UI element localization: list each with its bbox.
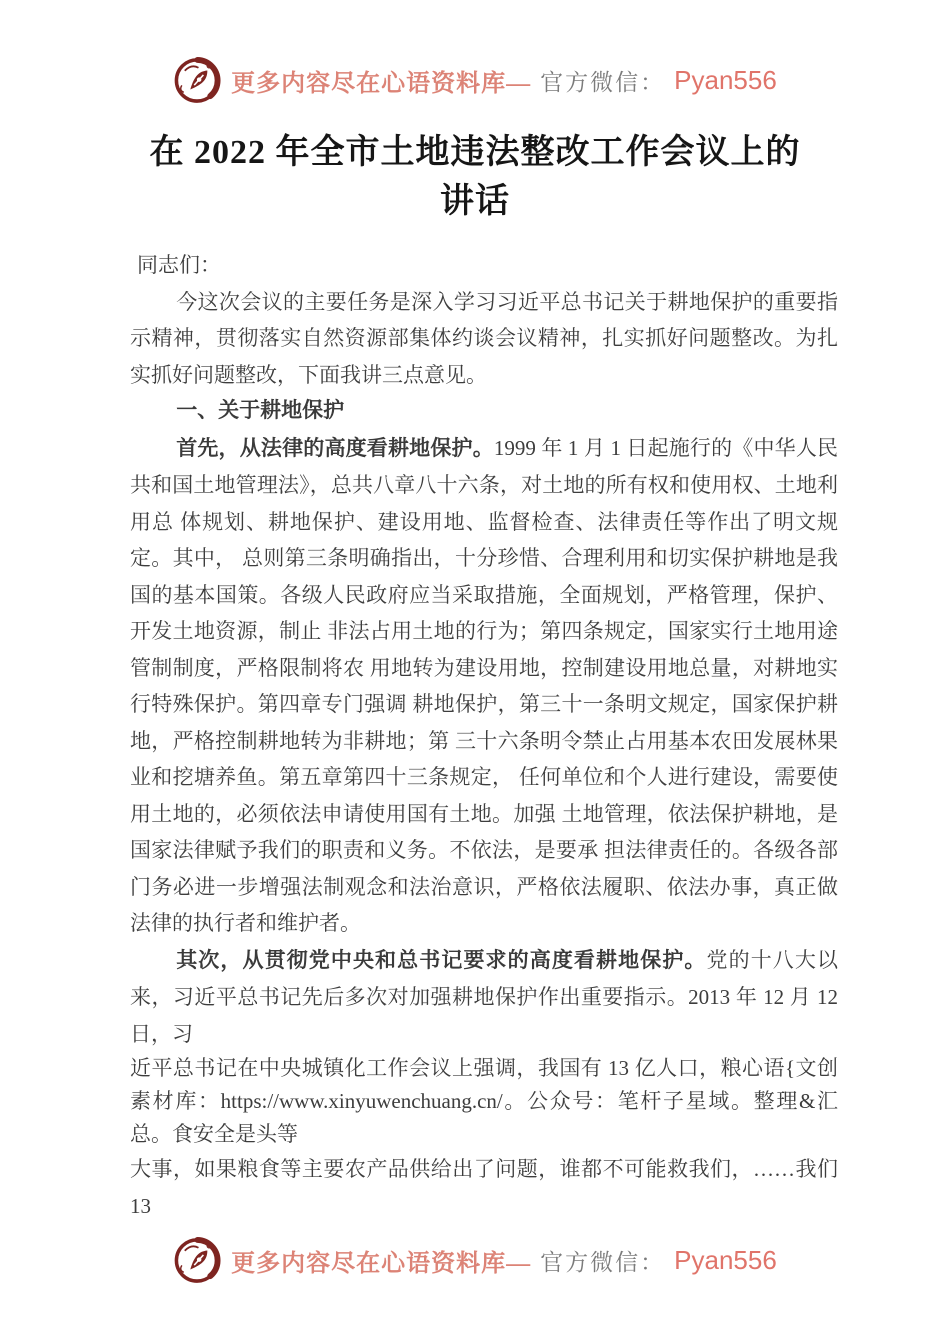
page-header	[0, 56, 950, 105]
section-heading-1: 一、关于耕地保护	[176, 399, 345, 422]
brand-logo-icon	[173, 56, 222, 105]
paragraph-secondly	[130, 942, 838, 1053]
salutation: 同志们：	[137, 253, 221, 277]
document-title	[0, 128, 950, 226]
title-line-2: 讲话	[440, 183, 510, 220]
title-line-1: 在 2022 年全市土地违法整改工作会议上的	[149, 134, 801, 171]
wechat-id: Pyan556	[674, 65, 777, 95]
paragraph-firstly	[130, 430, 838, 942]
paragraph-firstly-text: 1999 年 1 月 1 日起施行的《中华人民共和国土地管理法》，总共八章八十六条，对土地的所有权和使用权、土地利用总 体规划、耕地保护、建设用地、监督检查、法律责任等作出了明文规定。其中， 总则第三条明确指出，十分珍惜、合理利用和切实保护耕地是我国的基本国策。各级人民政府应当采取措施，全面规划，严格管理，保护、开发土地资源，制止 非法占用土地的行为；第四条规定，国家实行土地用途管制制度，严格限制将农 用地转为建设用地，控制建设用地总量，对耕地实行特殊保护。第四章专门强调 耕地保护，第三十一条明文规定，国家保护耕地，严格控制耕地转为非耕地；第 三十六条明令禁止占用基本农田发展林果业和挖塘养鱼。第五章第四十三条规定， 任何单位和个人进行建设，需要使用土地的，必须依法申请使用国有土地。加强 土地管理，依法保护耕地，是国家法律赋予我们的职责和义务。不依法，是要承 担法律责任的。各级各部门务必进一步增强法制观念和法治意识，严格依法履职、依法办事，真正做法律的执行者和维护者。	[130, 435, 839, 935]
page-footer	[0, 1236, 950, 1285]
brand-logo-icon	[173, 1236, 222, 1285]
brand-slogan: 更多内容尽在心语资料库—	[231, 71, 532, 97]
brand-slogan: 更多内容尽在心语资料库—	[231, 1251, 532, 1277]
wechat-label: 官方微信：	[540, 70, 666, 95]
paragraph-firstly-lead: 首先，从法律的高度看耕地保护。	[176, 436, 494, 460]
paragraph-inserted-note: 近平总书记在中央城镇化工作会议上强调，我国有 13 亿人口，粮心语{文创素材库：https://www.xinyuwenchuang.cn/。公众号：笔杆子星域。整理&汇总。食安全是头等	[130, 1056, 838, 1146]
paragraph-secondly-lead: 其次，从贯彻党中央和总书记要求的高度看耕地保护。	[176, 948, 707, 972]
paragraph-intro: 今这次会议的主要任务是深入学习习近平总书记关于耕地保护的重要指示精神，贯彻落实自然资源部集体约谈会议精神，扎实抓好问题整改。为扎实抓好问题整改，下面我讲三点意见。	[130, 289, 838, 387]
wechat-id: Pyan556	[674, 1245, 777, 1275]
paragraph-secondly-text: 党的十八大以来，习近平总书记先后多次对加强耕地保护作出重要指示。2013 年 12 月 12 日，习	[130, 947, 839, 1046]
document-body	[130, 247, 838, 1224]
paragraph-continued: 大事，如果粮食等主要农产品供给出了问题，谁都不可能救我们，……我们 13	[130, 1157, 838, 1218]
wechat-label: 官方微信：	[540, 1250, 666, 1275]
